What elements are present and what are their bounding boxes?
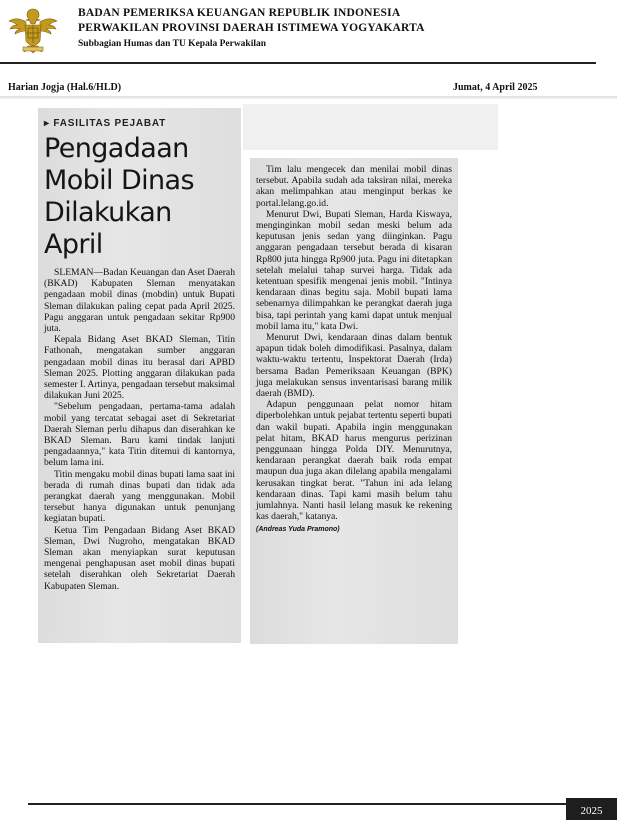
- paragraph: Titin mengaku mobil dinas bupati lama saat ini berada di rumah dinas bupati dan tidak ada perangkat daerah yang menggunakan. Mobil tersebut hanya digunakan untuk penunjang kegiatan bupati.: [44, 468, 235, 525]
- paragraph: Tim lalu mengecek dan menilai mobil dinas tersebut. Apabila sudah ada taksiran nilai, mereka akan melimpahkan atau menginput berkas ke portal.lelang.go.id.: [256, 164, 452, 209]
- paragraph: Ketua Tim Pengadaan Bidang Aset BKAD Sleman, Dwi Nugroho, mengatakan BKAD Sleman akan menyiapkan surat keputusan mengenai penghapusan aset mobil dinas bupati setelah diserahkan oleh Sekretariat Daerah Kabupaten Sleman.: [44, 524, 235, 592]
- article-body-col1: [44, 267, 235, 592]
- paragraph: "Sebelum pengadaan, pertama-tama adalah mobil yang tercatat sebagai aset di Sekretariat Daerah Sleman perlu dihapus dan diserahkan ke BKAD Sleman. Baru kami tindak lanjuti pengadaannya," kata Titin ditemui di kantornya, belum lama ini.: [44, 401, 235, 469]
- article-rubric: ▸ FASILITAS PEJABAT: [44, 118, 167, 129]
- article-body-col2: [256, 158, 452, 533]
- header-divider: [0, 62, 596, 64]
- clipping-column-1: [38, 108, 241, 643]
- garuda-emblem-icon: [6, 3, 60, 57]
- footer-year-badge: 2025: [566, 798, 617, 820]
- article-headline: Pengadaan Mobil Dinas Dilakukan April: [44, 133, 194, 260]
- paragraph: SLEMAN—Badan Keuangan dan Aset Daerah (BKAD) Kabupaten Sleman menyatakan pengadaan mobil dinas (mobdin) untuk Bupati Sleman dilakukan paling cepat pada April 2025. Pagu anggaran untuk pengadaan sekitar Rp900 juta.: [44, 267, 235, 335]
- paragraph: Adapun penggunaan pelat nomor hitam diperbolehkan untuk pejabat tertentu seperti bupati dan wakil bupati. Apabila ingin menggunakan pelat hitam, BKAD harus mengurus perizinan penggunaan hingga Polda DIY. Menurutnya, kendaraan perangkat daerah baik roda empat maupun dua juga akan dilelang apabila mengalami kerusakan tingkat berat. "Tahun ini ada lelang kendaraan dinas. Tapi kami masih belum tahu jumlahnya. Nanti hasil lelang masuk ke rekening kas daerah," katanya.: [256, 399, 452, 523]
- clipping-margin-area: [243, 104, 498, 150]
- paragraph: Menurut Dwi, Bupati Sleman, Harda Kiswaya, menginginkan mobil sedan meski belum ada keputusan jenis sedan yang diinginkan. Pagu anggaran pengadaan tersebut berada di kisaran Rp800 juta hingga Rp900 juta. Pagu ini ditetapkan setelah melalui tahap survei harga. Tidak ada ketentuan spesifik mengenai jenis mobil. "Intinya kendaraan dinas begitu saja. Mobil bupati lama sebenarnya dilimpahkan ke perangkat daerah juga bisa, tapi perintah yang kami dapat untuk menjual mobil lama itu," kata Dwi.: [256, 208, 452, 332]
- newspaper-source: Harian Jogja (Hal.6/HLD): [8, 82, 122, 93]
- article-byline: (Andreas Yuda Pramono): [256, 525, 340, 533]
- org-name-line1: BADAN PEMERIKSA KEUANGAN REPUBLIK INDONESIA: [78, 7, 401, 19]
- subheader-divider: [0, 96, 617, 99]
- paragraph: Kepala Bidang Aset BKAD Sleman, Titin Fathonah, mengatakan sumber anggaran pengadaan mobil dinas itu berasal dari APBD Sleman 2025. Plotting anggaran dilakukan pada semester I. Artinya, pengadaan tersebut maksimal dilakukan Juni 2025.: [44, 334, 236, 402]
- paragraph: Menurut Dwi, kendaraan dinas dalam bentuk apapun tidak boleh dimodifikasi. Pasalnya, dalam waktu-waktu tertentu, Inspektorat Daerah (Irda) bersama Badan Pemeriksaan Keuangan (BPK) juga melakukan sensus inventarisasi barang milik daerah (BMD).: [256, 332, 452, 400]
- footer-divider: [28, 803, 566, 805]
- rubric-label: FASILITAS PEJABAT: [53, 118, 167, 129]
- publication-date: Jumat, 4 April 2025: [453, 82, 538, 93]
- clipping-column-2: [250, 158, 458, 644]
- org-subdivision: Subbagian Humas dan TU Kepala Perwakilan: [78, 39, 267, 49]
- org-name-line2: PERWAKILAN PROVINSI DAERAH ISTIMEWA YOGYAKARTA: [78, 22, 425, 34]
